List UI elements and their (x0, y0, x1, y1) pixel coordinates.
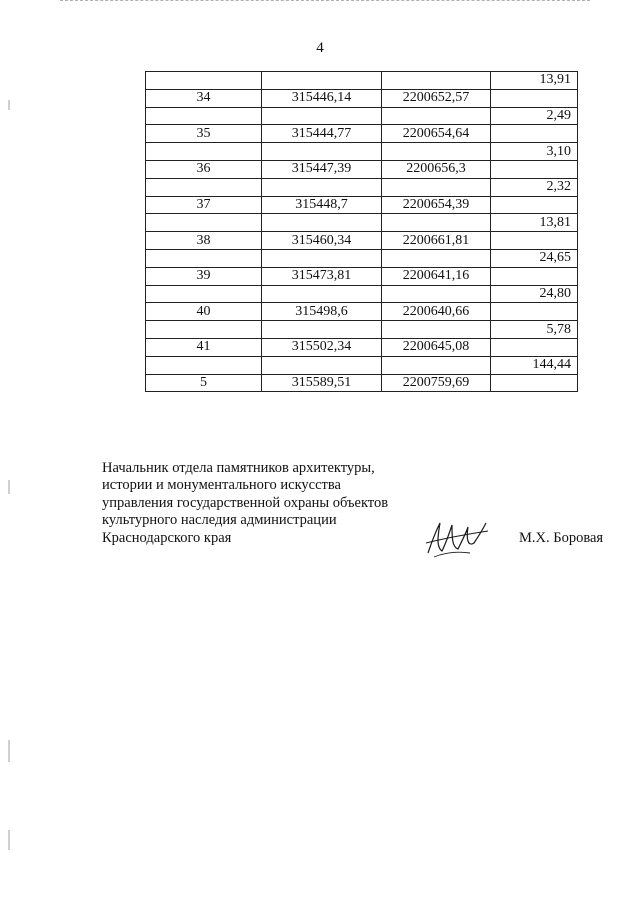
point-number: 5 (146, 374, 262, 392)
segment-length: 5,78 (491, 321, 578, 339)
coord-y: 2200641,16 (382, 267, 491, 285)
segment-length (491, 232, 578, 250)
position-line: Краснодарского края (102, 529, 232, 546)
handwritten-signature (422, 513, 492, 561)
point-row (146, 160, 578, 178)
point-number (146, 321, 262, 339)
point-row (146, 125, 578, 143)
coord-x (262, 285, 382, 303)
coord-y (382, 143, 491, 161)
distance-row (146, 72, 578, 90)
point-row (146, 303, 578, 321)
coord-y (382, 214, 491, 232)
segment-length (491, 374, 578, 392)
segment-length: 13,81 (491, 214, 578, 232)
distance-row (146, 107, 578, 125)
coord-y: 2200759,69 (382, 374, 491, 392)
distance-row (146, 249, 578, 267)
point-number (146, 72, 262, 90)
coord-y (382, 321, 491, 339)
point-number: 39 (146, 267, 262, 285)
segment-length (491, 89, 578, 107)
coord-x: 315502,34 (262, 338, 382, 356)
point-row (146, 89, 578, 107)
segment-length: 2,32 (491, 178, 578, 196)
point-row (146, 338, 578, 356)
coordinates-table (145, 71, 578, 392)
point-number (146, 178, 262, 196)
distance-row (146, 321, 578, 339)
coord-y (382, 285, 491, 303)
segment-length: 3,10 (491, 143, 578, 161)
position-title (102, 460, 432, 547)
coord-x (262, 321, 382, 339)
segment-length: 144,44 (491, 356, 578, 374)
scan-margin-mark (8, 100, 10, 110)
point-number: 41 (146, 338, 262, 356)
coord-x (262, 143, 382, 161)
segment-length (491, 338, 578, 356)
coord-x: 315444,77 (262, 125, 382, 143)
coord-x (262, 72, 382, 90)
coord-x (262, 107, 382, 125)
coord-x (262, 178, 382, 196)
coord-y: 2200640,66 (382, 303, 491, 321)
coord-y (382, 107, 491, 125)
coord-y: 2200652,57 (382, 89, 491, 107)
coord-x (262, 214, 382, 232)
coord-x: 315446,14 (262, 89, 382, 107)
coord-y: 2200645,08 (382, 338, 491, 356)
position-line: Начальник отдела памятников архитектуры, (102, 460, 375, 476)
coord-y (382, 72, 491, 90)
coord-y: 2200654,39 (382, 196, 491, 214)
coord-y: 2200656,3 (382, 160, 491, 178)
coord-y (382, 249, 491, 267)
point-number (146, 356, 262, 374)
point-number: 35 (146, 125, 262, 143)
coord-y: 2200654,64 (382, 125, 491, 143)
distance-row (146, 356, 578, 374)
point-number (146, 143, 262, 161)
coord-x: 315589,51 (262, 374, 382, 392)
position-line: управления государственной охраны объектов (102, 494, 389, 511)
segment-length (491, 160, 578, 178)
point-number: 38 (146, 232, 262, 250)
scan-margin-mark (8, 830, 10, 850)
point-number: 36 (146, 160, 262, 178)
point-row (146, 374, 578, 392)
distance-row (146, 143, 578, 161)
point-number: 34 (146, 89, 262, 107)
coord-y: 2200661,81 (382, 232, 491, 250)
point-number: 37 (146, 196, 262, 214)
segment-length: 2,49 (491, 107, 578, 125)
point-number: 40 (146, 303, 262, 321)
coord-x (262, 356, 382, 374)
coord-x: 315498,6 (262, 303, 382, 321)
signer-name: М.Х. Боровая (519, 530, 604, 546)
point-number (146, 249, 262, 267)
segment-length: 24,80 (491, 285, 578, 303)
point-row (146, 196, 578, 214)
coord-y (382, 356, 491, 374)
coord-x: 315447,39 (262, 160, 382, 178)
segment-length (491, 303, 578, 321)
distance-row (146, 285, 578, 303)
segment-length: 13,91 (491, 72, 578, 90)
point-number (146, 214, 262, 232)
point-row (146, 267, 578, 285)
coord-x: 315473,81 (262, 267, 382, 285)
segment-length: 24,65 (491, 249, 578, 267)
point-number (146, 285, 262, 303)
distance-row (146, 214, 578, 232)
scan-margin-mark (8, 740, 10, 762)
point-row (146, 232, 578, 250)
coord-y (382, 178, 491, 196)
distance-row (146, 178, 578, 196)
coord-x (262, 249, 382, 267)
scan-top-edge (60, 0, 590, 3)
coord-x: 315448,7 (262, 196, 382, 214)
segment-length (491, 267, 578, 285)
scan-margin-mark (8, 480, 10, 494)
segment-length (491, 196, 578, 214)
coord-x: 315460,34 (262, 232, 382, 250)
position-line: истории и монументального искусства (102, 477, 341, 494)
position-line: культурного наследия администрации (102, 512, 337, 529)
segment-length (491, 125, 578, 143)
page-number: 4 (316, 40, 324, 56)
point-number (146, 107, 262, 125)
